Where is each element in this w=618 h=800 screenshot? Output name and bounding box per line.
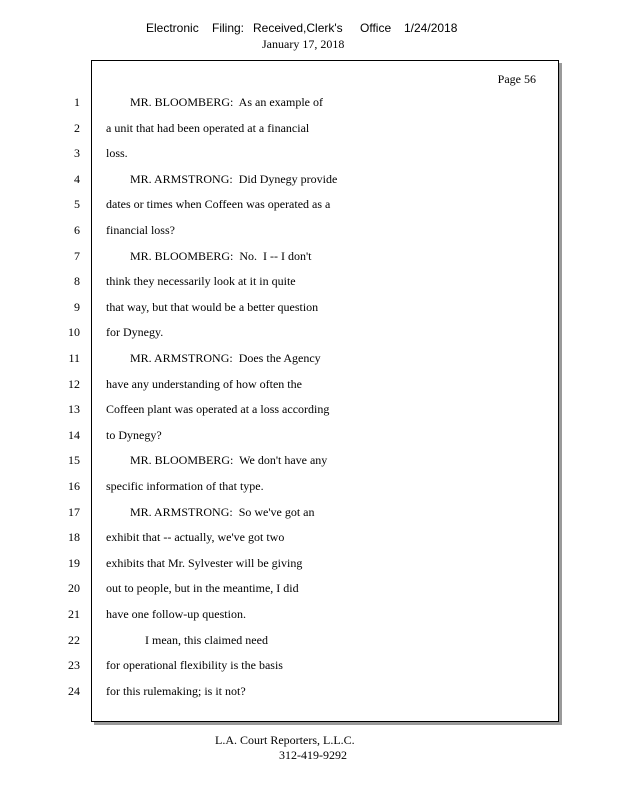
line-text: I mean, this claimed need (106, 632, 268, 647)
line-text: out to people, but in the meantime, I did (106, 581, 299, 596)
line-number: 12 (68, 376, 80, 391)
line-text: MR. ARMSTRONG: Did Dynegy provide (106, 171, 338, 186)
line-text: financial loss? (106, 223, 175, 237)
line-number: 23 (68, 658, 80, 673)
line-text: think they necessarily look at it in quite (106, 274, 296, 289)
filing-label: Filing: (212, 21, 245, 35)
line-number: 22 (68, 632, 80, 647)
line-number: 10 (68, 325, 80, 340)
line-text: loss. (106, 146, 128, 161)
line-text: for Dynegy. (106, 325, 164, 340)
line-number: 8 (74, 274, 80, 289)
line-text: for operational flexibility is the basis (106, 658, 283, 673)
line-number: 21 (68, 607, 80, 621)
reporter-phone: 312-419-9292 (279, 748, 347, 762)
line-text: exhibit that -- actually, we've got two (106, 530, 285, 545)
line-number: 18 (68, 530, 80, 545)
line-text: Coffeen plant was operated at a loss according (106, 402, 330, 417)
filing-electronic: Electronic (146, 21, 199, 35)
line-text: have any understanding of how often the (106, 376, 302, 391)
line-text: MR. BLOOMBERG: We don't have any (106, 453, 328, 468)
line-text: MR. BLOOMBERG: No. I -- I don't (106, 248, 312, 263)
line-text: MR. ARMSTRONG: So we've got an (106, 504, 315, 519)
line-number: 1 (74, 95, 80, 109)
line-number: 19 (68, 555, 80, 570)
line-number: 16 (68, 479, 80, 493)
filing-office: Office (360, 21, 392, 35)
page-number: Page 56 (497, 72, 536, 86)
line-number: 4 (74, 171, 80, 186)
line-text: have one follow-up question. (106, 607, 246, 621)
filing-received: Received,Clerk's (253, 21, 343, 35)
line-text: dates or times when Coffeen was operated as a (106, 197, 331, 212)
filing-date: 1/24/2018 (404, 21, 458, 35)
line-text: MR. ARMSTRONG: Does the Agency (106, 351, 321, 365)
line-number: 7 (74, 248, 80, 263)
filing-stamp (0, 21, 618, 35)
transcript-date: January 17, 2018 (262, 37, 345, 51)
line-number: 20 (68, 581, 80, 596)
line-text: MR. BLOOMBERG: As an example of (106, 95, 323, 109)
line-number: 3 (74, 146, 80, 161)
line-number: 2 (74, 120, 80, 135)
line-text: to Dynegy? (106, 427, 162, 442)
line-text: that way, but that would be a better question (106, 299, 319, 314)
line-text: a unit that had been operated at a financial (106, 120, 310, 135)
line-number: 6 (74, 223, 80, 237)
line-number: 15 (68, 453, 80, 468)
line-text: for this rulemaking; is it not? (106, 683, 246, 698)
line-number: 13 (68, 402, 80, 417)
line-number: 5 (74, 197, 80, 212)
line-number: 17 (68, 504, 80, 519)
line-number: 11 (68, 351, 80, 365)
line-text: specific information of that type. (106, 479, 264, 493)
line-number: 9 (74, 299, 80, 314)
line-number: 24 (68, 683, 80, 698)
line-text: exhibits that Mr. Sylvester will be giving (106, 555, 303, 570)
line-number: 14 (68, 427, 80, 442)
reporter-company: L.A. Court Reporters, L.L.C. (215, 733, 355, 747)
